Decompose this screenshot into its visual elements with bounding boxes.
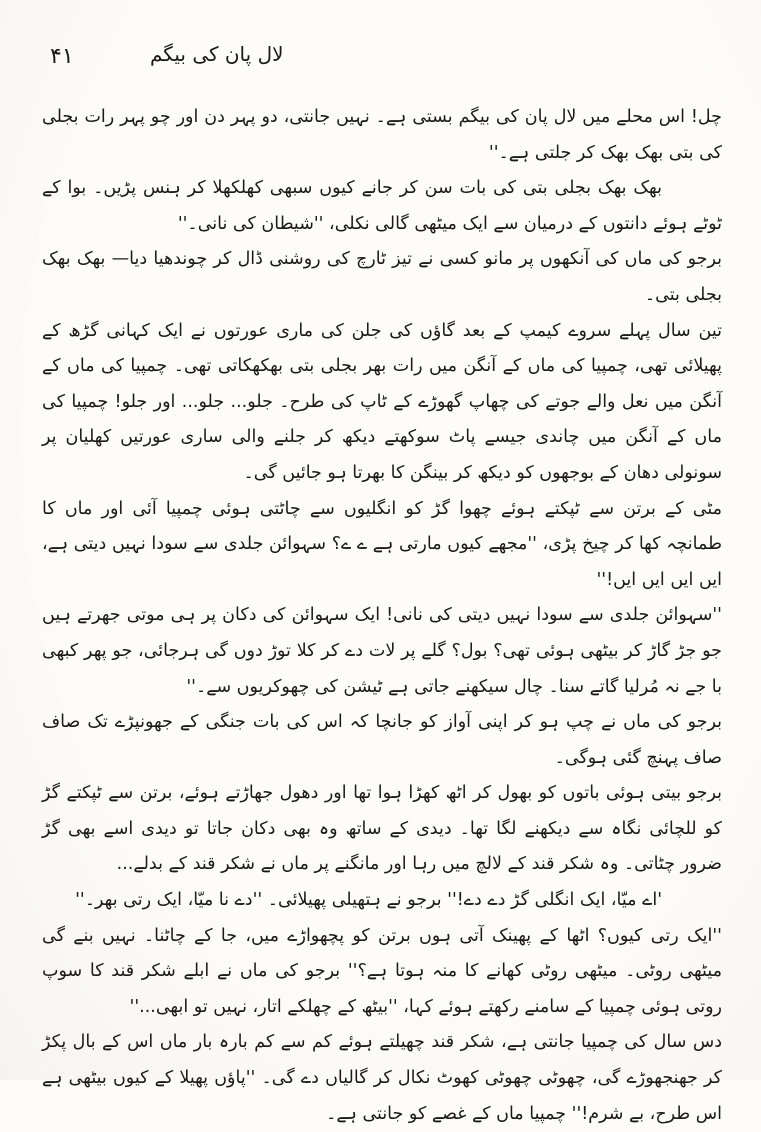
paragraph: بھک بھک بجلی بتی کی بات سن کر جانے کیوں سبھی کھلکھلا کر ہنس پڑیں۔ بوا کے ٹوٹے ہوئے دانتوں کے درمیان سے ایک میٹھی گالی نکلی، ''شیطان کی نانی۔'' (42, 178, 722, 234)
page-number: ۴۱ (50, 44, 74, 69)
page-header (40, 40, 721, 80)
paragraph: 'اے میّا، ایک انگلی گڑ دے دے!'' برجو نے ہتھیلی پھیلائی۔ ''دے نا میّا، ایک رتی بھر۔'' (75, 890, 662, 911)
paragraph: دس سال کی چمپیا جانتی ہے، شکر قند چھیلتے ہوئے کم سے کم بارہ بار ماں اس کے بال پکڑ کر جھنجھوڑے گی، چھوٹی چھوٹی کھوٹ نکال کر گالیاں دے گی۔ ''پاؤں پھیلا کے کیوں بیٹھی ہے اس طرح، بے شرم!'' چمپیا ماں کے غصے کو جانتی ہے۔ (42, 1032, 722, 1124)
paragraph: برجو کی ماں نے چپ ہو کر اپنی آواز کو جانچا کہ اس کی بات جنگی کے جھونپڑے تک صاف صاف پہنچ گئی ہوگی۔ (42, 712, 722, 768)
paragraph: برجو بیتی ہوئی باتوں کو بھول کر اٹھ کھڑا ہوا تھا اور دھول جھاڑتے ہوئے، برتن سے ٹپکتے گڑ کو للچائی نگاہ سے دیکھنے لگا تھا۔ دیدی کے ساتھ وہ بھی دکان جاتا تو دیدی اسے بھی گڑ ضرور چٹاتی۔ وہ شکر قند کے لالچ میں رہا اور مانگنے پر ماں نے شکر قند کے بدلے... (42, 783, 722, 875)
body-text (42, 100, 722, 1132)
paragraph: مٹی کے برتن سے ٹپکتے ہوئے چھوا گڑ کو انگلیوں سے چاٹتی ہوئی چمپیا آئی اور ماں کا طمانچہ کھا کر چیخ پڑی، ''مجھے کیوں مارتی ہے ے ے؟ سہوائن جلدی سے سودا نہیں دیتی ہے، ایں ایں ایں ایں!'' (42, 498, 722, 590)
paragraph: برجو کی ماں کی آنکھوں پر مانو کسی نے تیز ٹارچ کی روشنی ڈال کر چوندھیا دیا— بھک بھک بجلی بتی۔ (42, 249, 722, 305)
paragraph: ''ایک رتی کیوں؟ اٹھا کے پھینک آتی ہوں برتن کو پچھواڑے میں، جا کے چاٹنا۔ نہیں بنے گی میٹھی روٹی۔ میٹھی روٹی کھانے کا منہ ہوتا ہے؟'' برجو کی ماں نے ابلے شکر قند کا سوپ روتی ہوئی چمپیا کے سامنے رکھتے ہوئے کہا، ''بیٹھ کے چھلکے اتار، نہیں تو ابھی...'' (42, 925, 722, 1017)
running-title: لال پان کی بیگم (150, 42, 284, 66)
paragraph: چل! اس محلے میں لال پان کی بیگم بستی ہے۔ نہیں جانتی، دو پہر دن اور چو پہر رات بجلی کی بتی بھک بھک کر جلتی ہے۔'' (42, 107, 722, 163)
paragraph: ''سہوائن جلدی سے سودا نہیں دیتی کی نانی! ایک سہوائن کی دکان پر ہی موتی جھرتے ہیں جو جڑ گاڑ کر بیٹھی ہوئی تھی؟ بول؟ گلے پر لات دے کر کلا توڑ دوں گی ہرجائی، جو پھر کبھی با جے نہ مُرلیا گاتے سنا۔ چال سیکھنے جاتی ہے ٹیشن کی چھوکریوں سے۔'' (42, 605, 722, 697)
paragraph: تین سال پہلے سروے کیمپ کے بعد گاؤں کی جلن کی ماری عورتوں نے ایک کہانی گڑھ کے پھیلائی تھی، چمپیا کی ماں کے آنگن میں رات بھر بجلی بتی بھکھکاتی تھی۔ چمپیا کی ماں کے آنگن میں نعل والے جوتے کی چھاپ گھوڑے کے ٹاپ کی طرح۔ جلو... جلو... اور جلو! چمپیا کی ماں کے آنگن میں چاندی جیسے پاٹ سوکھتے دیکھ کر جلنے والی ساری عورتیں کھلیان پر سونولی دھان کے بوجھوں کو دیکھ کر بینگن کا بھرتا ہو جائیں گی۔ (42, 320, 722, 483)
